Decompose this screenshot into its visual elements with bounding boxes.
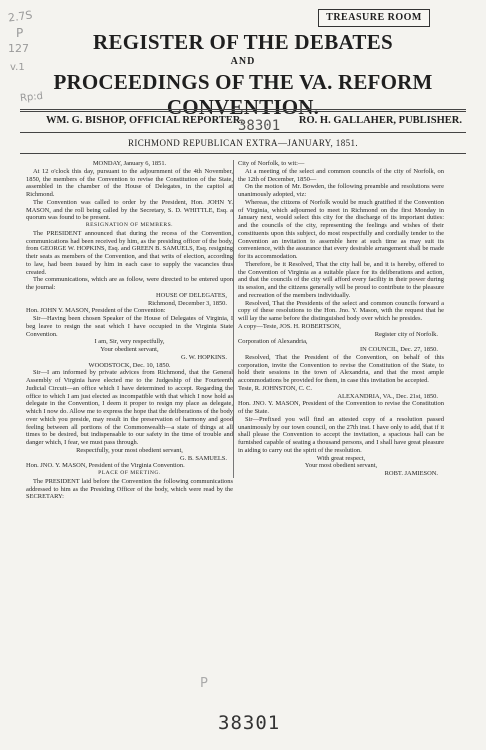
right-column-paragraph: A copy—Teste, JOS. H. ROBERTSON, <box>238 322 341 330</box>
rule-top <box>20 109 466 110</box>
rule-mid <box>20 132 466 133</box>
right-column-paragraph: Sir—Prefixed you will find an attested copy of a resolution passed unanimously by our town council, on the 27th inst. I have only to add, that if it shall please the Convention to accept the invitation, a spacious hall can be furnished capable of seating a thousand persons, and I shall have great pleasure in aiding to carry out the spirit of the resolution. <box>238 415 444 454</box>
left-column-paragraph: G. W. HOPKINS. <box>181 353 227 361</box>
left-column-paragraph: I am, Sir, very respectfully, <box>94 338 165 346</box>
left-column-paragraph: Hon. JNO. Y. MASON, President of the Virginia Convention. <box>26 462 185 470</box>
left-column-paragraph: G. B. SAMUELS. <box>179 454 227 462</box>
pencil-mark-4: v.1 <box>10 62 25 73</box>
right-column-paragraph: With great respect, <box>316 454 366 462</box>
left-column <box>26 160 233 501</box>
left-column-paragraph: Your obedient servant, <box>100 346 159 353</box>
left-column-paragraph: The communications, which are as follow, were directed to be entered upon the journal: <box>26 276 233 291</box>
title-proceedings: PROCEEDINGS OF THE VA. REFORM CONVENTION. <box>53 70 433 119</box>
treasure-room-stamp: TREASURE ROOM <box>318 9 430 27</box>
pencil-mark-3: 127 <box>8 42 29 55</box>
left-column-paragraph: HOUSE OF DELEGATES, <box>156 291 227 299</box>
official-reporter: WM. G. BISHOP, OFFICIAL REPORTER. <box>46 115 244 126</box>
pencil-mark-1: 2.7S <box>7 8 34 25</box>
left-column-paragraph: WOODSTOCK, Dec. 10, 1850. <box>88 361 171 369</box>
handwritten-number-top: 38301 <box>238 118 281 134</box>
right-column-paragraph: Whereas, the citizens of Norfolk would be much gratified if the Convention of Virginia, which adjourned to meet in Richmond on the first Monday in January next, would select this city for the discharge of its important duties: and the councils of the city, representing the feelings and wishes of their constituents upon this subject, do most respectfully and cordially tender to the Convention an invitation to assemble here at such time as may suit its convenience, with the assurance that every desirable arrangement shall be made for its accommodation. <box>238 198 444 260</box>
right-column-paragraph: Corporation of Alexandria, <box>238 338 308 346</box>
left-column-paragraph: Respectfully, your most obedient servant, <box>76 446 183 454</box>
left-column-paragraph: Sir—I am informed by private advices from Richmond, that the General Assembly of Virginia have elected me to the Judgeship of the Fourteenth Judicial Circuit—an office which I have determined to accept. Regarding the office to which I am just elected as incompatible with that which I now hold as delegate in the Convention, I deem it proper to resign my place as delegate, which I now do. Allow me to express the hope that the deliberations of the body over which you preside, may result in the preservation of harmony and good feeling between all portions of the Commonwealth—a state of things at all times to be desired, but indispensable to our safety in the time of trouble and danger which, I fear, we must pass through. <box>26 369 233 446</box>
title-and: AND <box>230 56 256 67</box>
right-column-paragraph: At a meeting of the select and common councils of the city of Norfolk, on the 12th of December, 1850— <box>238 167 444 183</box>
left-column-paragraph: The PRESIDENT announced that during the recess of the Convention, communications had been received by him, as the presiding officer of the body, from GEORGE W. HOPKINS, Esq. and GREEN B. SAMUELS, Esq. resigning their seats as members of the Convention, and that writs of election, according to law, had been issued by him in each case to supply the vacancies thus created. <box>26 229 233 276</box>
pencil-mark-5: Rp:d <box>19 90 44 105</box>
left-column-paragraph: MONDAY, January 6, 1851. <box>92 160 167 167</box>
right-column-paragraph: Teste, R. JOHNSTON, C. C. <box>238 384 313 392</box>
bottom-handwritten-number: 38301 <box>218 712 281 734</box>
title-register: REGISTER OF THE DEBATES <box>92 30 394 54</box>
right-column-paragraph: City of Norfolk, to wit:— <box>238 160 305 167</box>
right-column <box>233 160 444 478</box>
left-column-paragraph: Hon. JOHN Y. MASON, President of the Convention: <box>26 307 166 315</box>
left-column-paragraph: Richmond, December 3, 1850. <box>147 299 227 307</box>
left-column-paragraph: At 12 o'clock this day, pursuant to the adjournment of the 4th November, 1850, the members of the Convention to revise the Constitution of the State, assembled in the chamber of the House of Delegates, in the capitol at Richmond. <box>26 167 233 198</box>
left-column-paragraph: Sir—Having been chosen Speaker of the House of Delegates of Virginia, I beg leave to resign the seat which I have occupied in the Virginia State Convention. <box>26 315 233 338</box>
right-column-paragraph: Therefore, be it Resolved, That the city hall be, and it is hereby, offered to the Convention of Virginia as a suitable place for its deliberations and action, and that the councils of the city will afford every facility in their power during its session, and the citizens generally will be proud to contribute to the pleasure and recreation of the members individually. <box>238 260 444 299</box>
left-column-paragraph: RESIGNATION OF MEMBERS. <box>85 222 174 228</box>
right-column-paragraph: ROBT. JAMIESON. <box>384 470 438 477</box>
right-column-paragraph: Your most obedient servant, <box>304 462 378 470</box>
rule-top-2 <box>20 111 466 112</box>
richmond-republican-extra: RICHMOND REPUBLICAN EXTRA—JANUARY, 1851. <box>127 138 359 148</box>
pencil-mark-2: P <box>16 26 24 40</box>
right-column-paragraph: Hon. JNO. Y. MASON, President of the Convention to revise the Constitution of the State. <box>238 400 444 415</box>
left-column-paragraph: The PRESIDENT laid before the Convention the following communications addressed to him as the Presiding Officer of the body, which were read by the SECRETARY: <box>26 477 233 501</box>
right-column-paragraph: IN COUNCIL, Dec. 27, 1850. <box>360 346 438 353</box>
left-column-paragraph: PLACE OF MEETING. <box>98 470 161 476</box>
right-column-paragraph: Resolved, That the President of the Convention, on behalf of this corporation, invite the Convention to revise the Constitution of the State, to hold their sessions in the town of Alexandria, and that the most ample accommodations be provided for them, in case this invitation be accepted. <box>238 353 444 384</box>
right-column-paragraph: ALEXANDRIA, VA., Dec. 21st, 1850. <box>337 392 438 400</box>
right-column-paragraph: Register city of Norfolk. <box>374 330 438 338</box>
right-column-paragraph: On the motion of Mr. Bowden, the following preamble and resolutions were unanimously adopted, viz: <box>238 183 444 198</box>
left-column-paragraph: The Convention was called to order by the President, Hon. JOHN Y. MASON, and the roll being called by the Secretary, S. D. WHITTLE, Esq. a quorum was found to be present. <box>26 198 233 222</box>
rule-columns <box>20 153 466 154</box>
publisher: RO. H. GALLAHER, PUBLISHER. <box>298 115 462 126</box>
right-column-paragraph: Resolved, That the Presidents of the select and common councils forward a copy of these resolutions to the Hon. Jno. Y. Mason, with the request that he will lay the same before the distinguished body over which he presides. <box>238 299 444 322</box>
bottom-pencil-mark: P <box>200 676 208 691</box>
